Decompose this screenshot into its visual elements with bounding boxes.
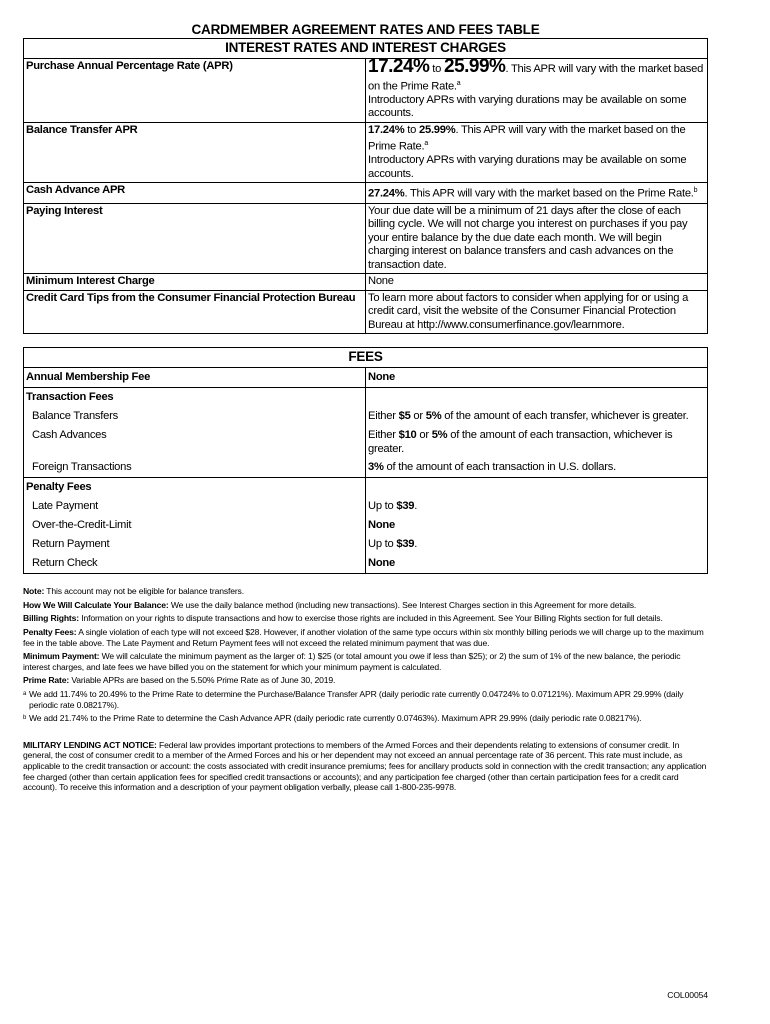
balance-transfer-apr-value [366, 122, 708, 183]
bt-apr-text: . This APR will vary with the market based on the Prime Rate. [368, 123, 686, 153]
ca-apr-text: . This APR will vary with the market based on the Prime Rate. [404, 188, 694, 201]
minimum-interest-label: Minimum Interest Charge [24, 274, 366, 291]
prime-rate-label: Prime Rate: [23, 675, 70, 686]
foreign-transaction-fee-value [366, 458, 708, 478]
purchase-apr-intro: Introductory APRs with varying durations may be available on some accounts. [368, 93, 687, 120]
foreign-fee-rest: of the amount of each transaction in U.S. dollars. [383, 461, 616, 474]
bt-apr-to: to [404, 123, 419, 136]
prime-rate-text: Variable APRs are based on the 5.50% Prime Rate as of June 30, 2019. [69, 675, 336, 686]
footnote-a [23, 689, 708, 710]
over-limit-fee-value: None [366, 516, 708, 535]
late-fee-prefix: Up to [368, 500, 397, 513]
balance-transfer-fee-label: Balance Transfers [24, 407, 366, 426]
cash-advance-apr-value [366, 183, 708, 203]
rp-fee-prefix: Up to [368, 538, 397, 551]
paying-interest-label: Paying Interest [24, 203, 366, 274]
penalty-fees-note-label: Penalty Fees: [23, 626, 77, 637]
mla-label: MILITARY LENDING ACT NOTICE: [23, 739, 157, 750]
balance-transfer-apr-label: Balance Transfer APR [24, 122, 366, 183]
bt-fee-amount: $5 [398, 410, 411, 423]
cfpb-tips-label: Credit Card Tips from the Consumer Financial Protection Bureau [24, 290, 366, 334]
footnote-b-text: We add 21.74% to the Prime Rate to determine the Cash Advance APR (daily periodic rate currently 0.07463%). Maximum APR 29.99% (daily periodic rate 0.08217%). [29, 713, 642, 724]
bt-fee-either: Either [368, 410, 399, 423]
rp-fee-suffix: . [414, 538, 418, 551]
late-payment-fee-value [366, 497, 708, 516]
paying-interest-row [24, 203, 708, 274]
ca-fee-either: Either [368, 429, 399, 442]
bt-apr-intro: Introductory APRs with varying durations may be available on some accounts. [368, 154, 687, 180]
return-check-fee-value: None [366, 554, 708, 574]
minimum-interest-value: None [366, 274, 708, 291]
purchase-apr-high: 25.99% [444, 56, 506, 77]
document-title: CARDMEMBER AGREEMENT RATES AND FEES TABLE [191, 22, 540, 37]
minimum-payment-text: We will calculate the minimum payment as the larger of: 1) $25 (or total amount you owe if less than $25); or 2) the sum of 1% of the new balance, the periodic interest charges, and late fees we have billed you on the statement for which your minimum payment is calculated. [23, 651, 681, 672]
balance-transfer-fee-value [366, 407, 708, 426]
cfpb-tips-text: To learn more about factors to consider when applying for or using a credit card, visit the website of the Consumer Financial Protection Bureau at http://www.consumerfinance.gov/learnmore. [366, 290, 708, 334]
cash-advance-apr-row [24, 183, 708, 203]
return-check-fee-label: Return Check [24, 554, 366, 574]
billing-rights-paragraph [23, 613, 708, 624]
ca-fee-amount: $10 [398, 429, 417, 442]
foreign-transaction-fee-label: Foreign Transactions [24, 458, 366, 478]
annual-fee-row [24, 368, 708, 388]
late-payment-fee-row [24, 497, 708, 516]
penalty-fees-note-text: A single violation of each type will not exceed $28. However, if another violation of the same type occurs within six monthly billing periods we will charge up to the maximum fee in the table above. The Late Payment and Return Payment fees will not exceed the related minimum payment that was due. [23, 626, 704, 648]
penalty-fees-label: Penalty Fees [24, 478, 366, 498]
transaction-fees-spacer [366, 388, 708, 408]
cfpb-tips-row [24, 290, 708, 334]
note-text: This account may not be eligible for balance transfers. [44, 586, 244, 597]
footnote-b-mark: b [23, 715, 27, 722]
fees-table [23, 347, 708, 574]
purchase-apr-row [24, 59, 708, 123]
interest-section-heading: INTEREST RATES AND INTEREST CHARGES [24, 39, 708, 59]
balance-calc-text: We use the daily balance method (including new transactions). See Interest Charges section in this Agreement for more details. [168, 599, 637, 610]
purchase-apr-to: to [429, 63, 444, 75]
note-label: Note: [23, 586, 45, 597]
purchase-apr-footnote-mark: a [456, 79, 461, 87]
document-code: COL00054 [667, 990, 708, 1000]
footnote-a-text: We add 11.74% to 20.49% to the Prime Rate to determine the Purchase/Balance Transfer APR (daily periodic rate currently 0.04724% to 0.07121%). Maximum APR 29.99% (daily periodic rate 0.08217%). [29, 688, 684, 710]
ca-apr-footnote-mark: b [693, 187, 698, 195]
bt-apr-footnote-mark: a [424, 140, 428, 148]
bt-apr-low: 17.24% [368, 123, 405, 136]
foreign-fee-pct: 3% [368, 461, 384, 474]
penalty-fees-header-row [24, 478, 708, 498]
minimum-interest-row [24, 274, 708, 291]
foreign-transaction-fee-row [24, 458, 708, 478]
purchase-apr-text: . This APR will vary with the market based on the Prime Rate. [368, 63, 704, 93]
balance-calc-label: How We Will Calculate Your Balance: [23, 599, 169, 610]
balance-calc-paragraph [23, 600, 708, 611]
annual-fee-value: None [366, 368, 708, 388]
annual-fee-label: Annual Membership Fee [24, 368, 366, 388]
penalty-fees-paragraph [23, 627, 708, 648]
military-lending-act-notice [23, 740, 708, 793]
cash-advance-fee-value [366, 426, 708, 458]
transaction-fees-header-row [24, 388, 708, 408]
purchase-apr-low: 17.24% [368, 56, 430, 77]
fees-section-heading: FEES [24, 348, 708, 368]
mla-text: Federal law provides important protections to members of the Armed Forces and their dependents relating to extensions of consumer credit. In general, the cost of consumer credit to a member of the Armed Forces and his or her dependent may not exceed an annual percentage rate of 36 percent. This rate must include, as applicable to the credit transaction or account: the costs associated with credit insurance premiums; fees for ancillary products sold in connection with the credit transaction; any application fee charged (other than certain application fees for specified credit transactions or accounts); and any participation fee charged (other than certain participation fees for a credit card account). To receive this information and a description of your payment obligation verbally, please call 1-800-235-9978. [23, 739, 707, 793]
cash-advance-fee-label: Cash Advances [24, 426, 366, 458]
penalty-fees-spacer [366, 478, 708, 498]
ca-fee-pct: 5% [431, 429, 448, 442]
late-payment-fee-label: Late Payment [24, 497, 366, 516]
ca-apr-rate: 27.24% [368, 188, 405, 201]
rates-fees-document [23, 22, 708, 793]
transaction-fees-label: Transaction Fees [24, 388, 366, 408]
over-limit-fee-row [24, 516, 708, 535]
minimum-payment-paragraph [23, 651, 708, 672]
cash-advance-apr-label: Cash Advance APR [24, 183, 366, 203]
footnote-a-mark: a [23, 690, 27, 697]
note-paragraph [23, 586, 708, 597]
billing-rights-text: Information on your rights to dispute transactions and how to exercise those rights are included in this Agreement. See Your Billing Rights section for full details. [79, 613, 663, 624]
cash-advance-fee-row [24, 426, 708, 458]
rp-fee-amount: $39 [396, 538, 415, 551]
return-payment-fee-row [24, 535, 708, 554]
disclosure-notes [23, 586, 708, 724]
prime-rate-paragraph [23, 675, 708, 686]
bt-fee-rest: of the amount of each transfer, whichever is greater. [441, 410, 689, 423]
ca-fee-rest: of the amount of each transaction, whichever is greater. [368, 429, 673, 455]
late-fee-amount: $39 [396, 500, 415, 513]
balance-transfer-apr-row [24, 122, 708, 183]
interest-rates-table [23, 38, 708, 334]
over-limit-fee-label: Over-the-Credit-Limit [24, 516, 366, 535]
return-payment-fee-label: Return Payment [24, 535, 366, 554]
bt-fee-pct: 5% [425, 410, 442, 423]
bt-fee-or: or [410, 410, 426, 423]
return-payment-fee-value [366, 535, 708, 554]
ca-fee-or: or [416, 429, 432, 442]
paying-interest-text: Your due date will be a minimum of 21 days after the close of each billing cycle. We will not charge you interest on purchases if you pay your entire balance by the due date each month. We will begin charging interest on balance transfers and cash advances on the transaction date. [366, 203, 708, 274]
balance-transfer-fee-row [24, 407, 708, 426]
billing-rights-label: Billing Rights: [23, 613, 79, 624]
late-fee-suffix: . [414, 500, 418, 513]
bt-apr-high: 25.99% [419, 123, 456, 136]
minimum-payment-label: Minimum Payment: [23, 651, 100, 662]
purchase-apr-label: Purchase Annual Percentage Rate (APR) [24, 59, 366, 123]
footnote-b [23, 713, 708, 724]
return-check-fee-row [24, 554, 708, 574]
purchase-apr-value [366, 56, 708, 123]
